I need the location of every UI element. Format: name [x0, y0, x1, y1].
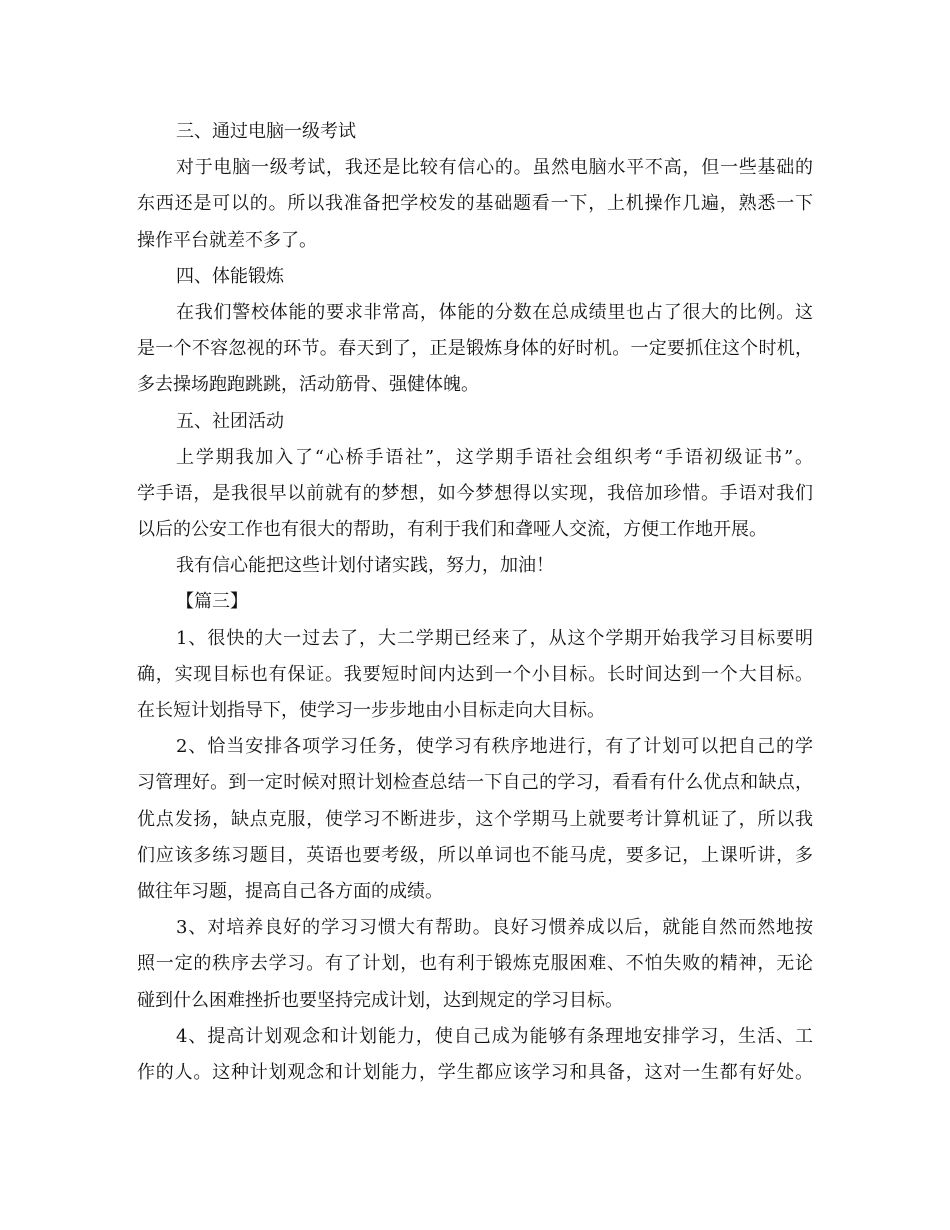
- text-line: 照一定的秩序去学习。有了计划，也有利于锻炼克服困难、不怕失败的精神，无论: [137, 953, 813, 975]
- text-line: 三、通过电脑一级考试: [176, 121, 356, 142]
- text-line: 在长短计划指导下，使学习一步步地由小目标走向大目标。: [137, 700, 605, 721]
- text-line: 作的人。这种计划观念和计划能力，学生都应该学习和具备，这对一生都有好处。: [137, 1061, 813, 1083]
- text-line: 4、提高计划观念和计划能力，使自己成为能够有条理地安排学习，生活、工: [176, 1025, 813, 1047]
- text-line: 2、恰当安排各项学习任务，使学习有秩序地进行，有了计划可以把自己的学: [176, 736, 813, 758]
- text-line: 们应该多练习题目，英语也要考级，所以单词也不能马虎，要多记，上课听讲，多: [137, 844, 813, 866]
- text-line: 1、很快的大一过去了，大二学期已经来了，从这个学期开始我学习目标要明: [176, 627, 813, 649]
- text-line: 3、对培养良好的学习习惯大有帮助。良好习惯养成以后，就能自然而然地按: [176, 917, 813, 939]
- text-line: 我有信心能把这些计划付诸实践，努力，加油！: [176, 555, 554, 577]
- text-line: 操作平台就差不多了。: [137, 229, 317, 251]
- text-line: 对于电脑一级考试，我还是比较有信心的。虽然电脑水平不高，但一些基础的: [176, 157, 813, 179]
- text-line: 四、体能锻炼: [176, 265, 284, 287]
- text-line: 碰到什么困难挫折也要坚持完成计划，达到规定的学习目标。: [137, 989, 623, 1011]
- text-line: 做往年习题，提高自己各方面的成绩。: [137, 880, 443, 902]
- text-line: 优点发扬，缺点克服，使学习不断进步，这个学期马上就要考计算机证了，所以我: [137, 808, 813, 830]
- text-line: 【篇三】: [176, 591, 248, 613]
- text-line: 上学期我加入了“心桥手语社”，这学期手语社会组织考“手语初级证书”。: [176, 446, 813, 468]
- text-line: 多去操场跑跑跳跳，活动筋骨、强健体魄。: [137, 374, 479, 396]
- text-line: 五、社团活动: [176, 410, 284, 432]
- text-line: 是一个不容忽视的环节。春天到了，正是锻炼身体的好时机。一定要抓住这个时机，: [137, 338, 813, 360]
- text-line: 学手语，是我很早以前就有的梦想，如今梦想得以实现，我倍加珍惜。手语对我们: [137, 482, 813, 504]
- text-line: 在我们警校体能的要求非常高，体能的分数在总成绩里也占了很大的比例。这: [176, 301, 813, 323]
- document-page: [137, 114, 813, 1091]
- text-line: 习管理好。到一定时候对照计划检查总结一下自己的学习，看看有什么优点和缺点，: [137, 772, 813, 794]
- text-line: 以后的公安工作也有很大的帮助，有利于我们和聋哑人交流，方便工作地开展。: [137, 519, 767, 541]
- text-line: 确，实现目标也有保证。我要短时间内达到一个小目标。长时间达到一个大目标。: [137, 663, 813, 685]
- text-line: 东西还是可以的。所以我准备把学校发的基础题看一下，上机操作几遍，熟悉一下: [137, 193, 813, 215]
